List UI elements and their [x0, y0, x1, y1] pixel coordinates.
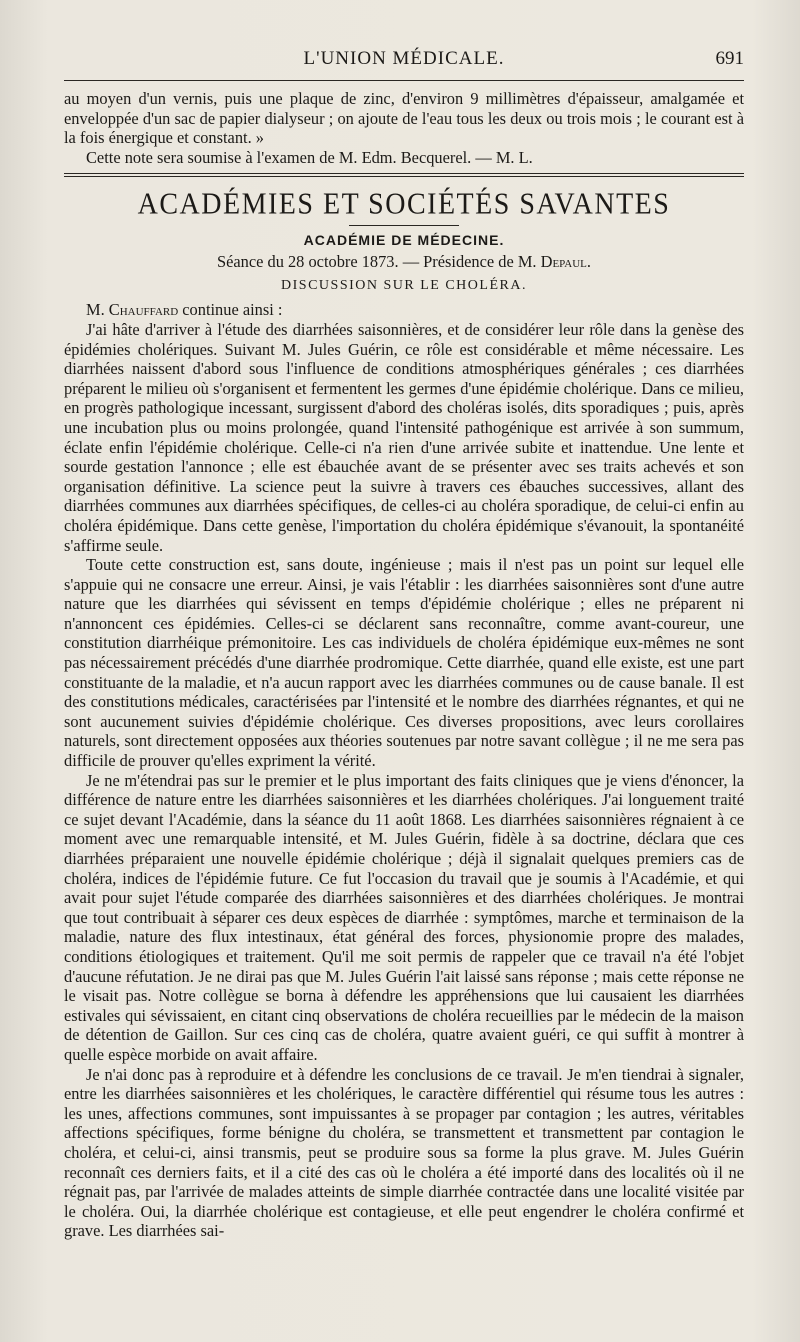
title-rule	[349, 225, 459, 226]
speaker-intro: continue ainsi :	[178, 300, 283, 320]
body-paragraph: Je n'ai donc pas à reproduire et à défendre les conclusions de ce travail. Je m'en tiendrai à signaler, entre les diarrhées saisonnières et les cholériques, le caractère différentiel qui résume tous les autres : les unes, affections communes, sont impuissantes à se propager par contagion ; les autres, véritables affections spécifiques, forme bénigne du choléra, se transmettent et transmettent par contagion le choléra, et celui-ci, ainsi transmis, peut se produire sous sa forme la plus grave. M. Jules Guérin reconnaît ces derniers faits, et il a cité des cas où le choléra a été importé dans des localités où il ne régnait pas, par l'arrivée de malades atteints de simple diarrhée contractée dans une localité visitée par le choléra. Oui, la diarrhée cholérique est contagieuse, et elle peut engendrer le choléra confirmé et grave. Les diarrhées sai-	[64, 1064, 744, 1241]
speaker-line	[64, 300, 744, 320]
session-text: Séance du 28 octobre 1873. — Présidence de M.	[216, 252, 537, 272]
speaker-name: M. Chauffard	[86, 300, 179, 320]
discussion-topic: DISCUSSION SUR LE CHOLÉRA.	[281, 278, 527, 294]
body-paragraph: Je ne m'étendrai pas sur le premier et le plus important des faits cliniques que je viens d'énoncer, la différence de nature entre les diarrhées saisonnières et les diarrhées cholériques. J'ai longuement traité ce sujet devant l'Académie, dans la séance du 11 août 1868. Les diarrhées saisonnières régnaient à ce moment avec une remarquable intensité, et M. Jules Guérin, fidèle à sa doctrine, déclara que ces diarrhées préparaient une nouvelle épidémie cholérique ; déjà il signalait quelques premiers cas de choléra, indices de l'épidémie future. Ce fut l'occasion du travail que je soumis à l'Académie, et qui avait pour sujet l'étude comparée des diarrhées saisonnières et des diarrhées cholériques. Je montrai que tout contribuait à séparer ces deux espèces de diarrhée : symptômes, marche et terminaison de la maladie, nature des flux intestinaux, état général des forces, physionomie propre des malades, conditions étiologiques et traitement. Qu'il me soit permis de rappeler que ce travail n'a été l'objet d'aucune réfutation. Je ne dirai pas que M. Jules Guérin l'ait laissé sans réponse ; mais cette réponse ne le visait pas. Notre collègue se borna à défendre les appréhensions que lui causaient les diarrhées estivales qui sévissaient, en citant cinq observations de choléra recueillies par le médecin de la maison de détention de Gaillon. Sur ces cinq cas de choléra, quatre avaient guéri, ce qui suffit à montrer à quelle espèce morbide on avait affaire.	[64, 770, 744, 1064]
page-header	[64, 48, 744, 76]
header-rule	[64, 80, 744, 81]
intro-paragraph: au moyen d'un vernis, puis une plaque de zinc, d'environ 9 millimètres d'épaisseur, amalgamée et enveloppée d'un sac de papier dialyseur ; on ajoute de l'eau tous les deux ou trois mois ; le courant est à la fois énergique et constant. »	[64, 89, 744, 148]
session-president: Depaul.	[540, 252, 591, 272]
running-title: L'UNION MÉDICALE.	[303, 48, 505, 69]
page-number: 691	[715, 48, 744, 69]
session-line	[64, 252, 744, 272]
section-divider	[64, 173, 744, 177]
subsection-title: ACADÉMIE DE MÉDECINE.	[303, 232, 505, 249]
body-paragraph: J'ai hâte d'arriver à l'étude des diarrhées saisonnières, et de considérer leur rôle dans la genèse des épidémies cholériques. Suivant M. Jules Guérin, ce rôle est considérable et même nécessaire. Les diarrhées naissent d'abord sous l'influence de conditions atmosphériques générales ; ces diarrhées préparent le milieu où s'organisent et fermentent les germes d'une épidémie cholérique. Dans ce milieu, en progrès pathologique incessant, surgissent d'abord des choléras isolés, dits sporadiques ; puis, après une incubation plus ou moins prolongée, quand l'intensité pathogénique est arrivée à son summum, éclate enfin l'épidémie cholérique. Celle-ci n'a rien d'une arrivée subite et inattendue. Une lente et sourde gestation l'annonce ; elle est ébauchée avant de se présenter avec ses traits achevés et son organisation définitive. La science peut la suivre à travers ces ébauches successives, allant des diarrhées communes aux diarrhées spécifiques, de celles-ci au choléra sporadique, de celui-ci enfin au choléra épidémique. Dans cette genèse, l'importation du choléra épidémique s'évanouit, la spontanéité s'affirme seule.	[64, 319, 744, 555]
intro-signoff: Cette note sera soumise à l'examen de M. Edm. Becquerel. — M. L.	[86, 147, 533, 167]
section-title: ACADÉMIES ET SOCIÉTÉS SAVANTES	[137, 188, 671, 222]
body-paragraph: Toute cette construction est, sans doute, ingénieuse ; mais il n'est pas un point sur lequel elle s'appuie qui ne consacre une erreur. Ainsi, je vais l'établir : les diarrhées saisonnières sont d'une autre nature que les diarrhées qui sévissent en temps d'épidémie cholérique ; elles ne préparent ni n'annoncent ces épidémies. Celles-ci se déclarent sans reconnaître, comme avant-coureur, une constitution diarrhéique prémonitoire. Les cas individuels de choléra épidémique eux-mêmes ne sont pas nécessairement précédés d'une diarrhée prodromique. Cette diarrhée, quand elle existe, est une part constituante de la maladie, et n'a aucun rapport avec les diarrhées communes ou de cause banale. Il est des constitutions médicales, caractérisées par l'intensité et le nombre des diarrhées régnantes, et qui ne sont aucunement suivies d'épidémie cholérique. Ces diverses propositions, avec leurs corollaires naturels, sont directement opposées aux théories soutenues par notre savant collègue ; il ne me sera pas difficile de prouver qu'elles expriment la vérité.	[64, 555, 744, 771]
